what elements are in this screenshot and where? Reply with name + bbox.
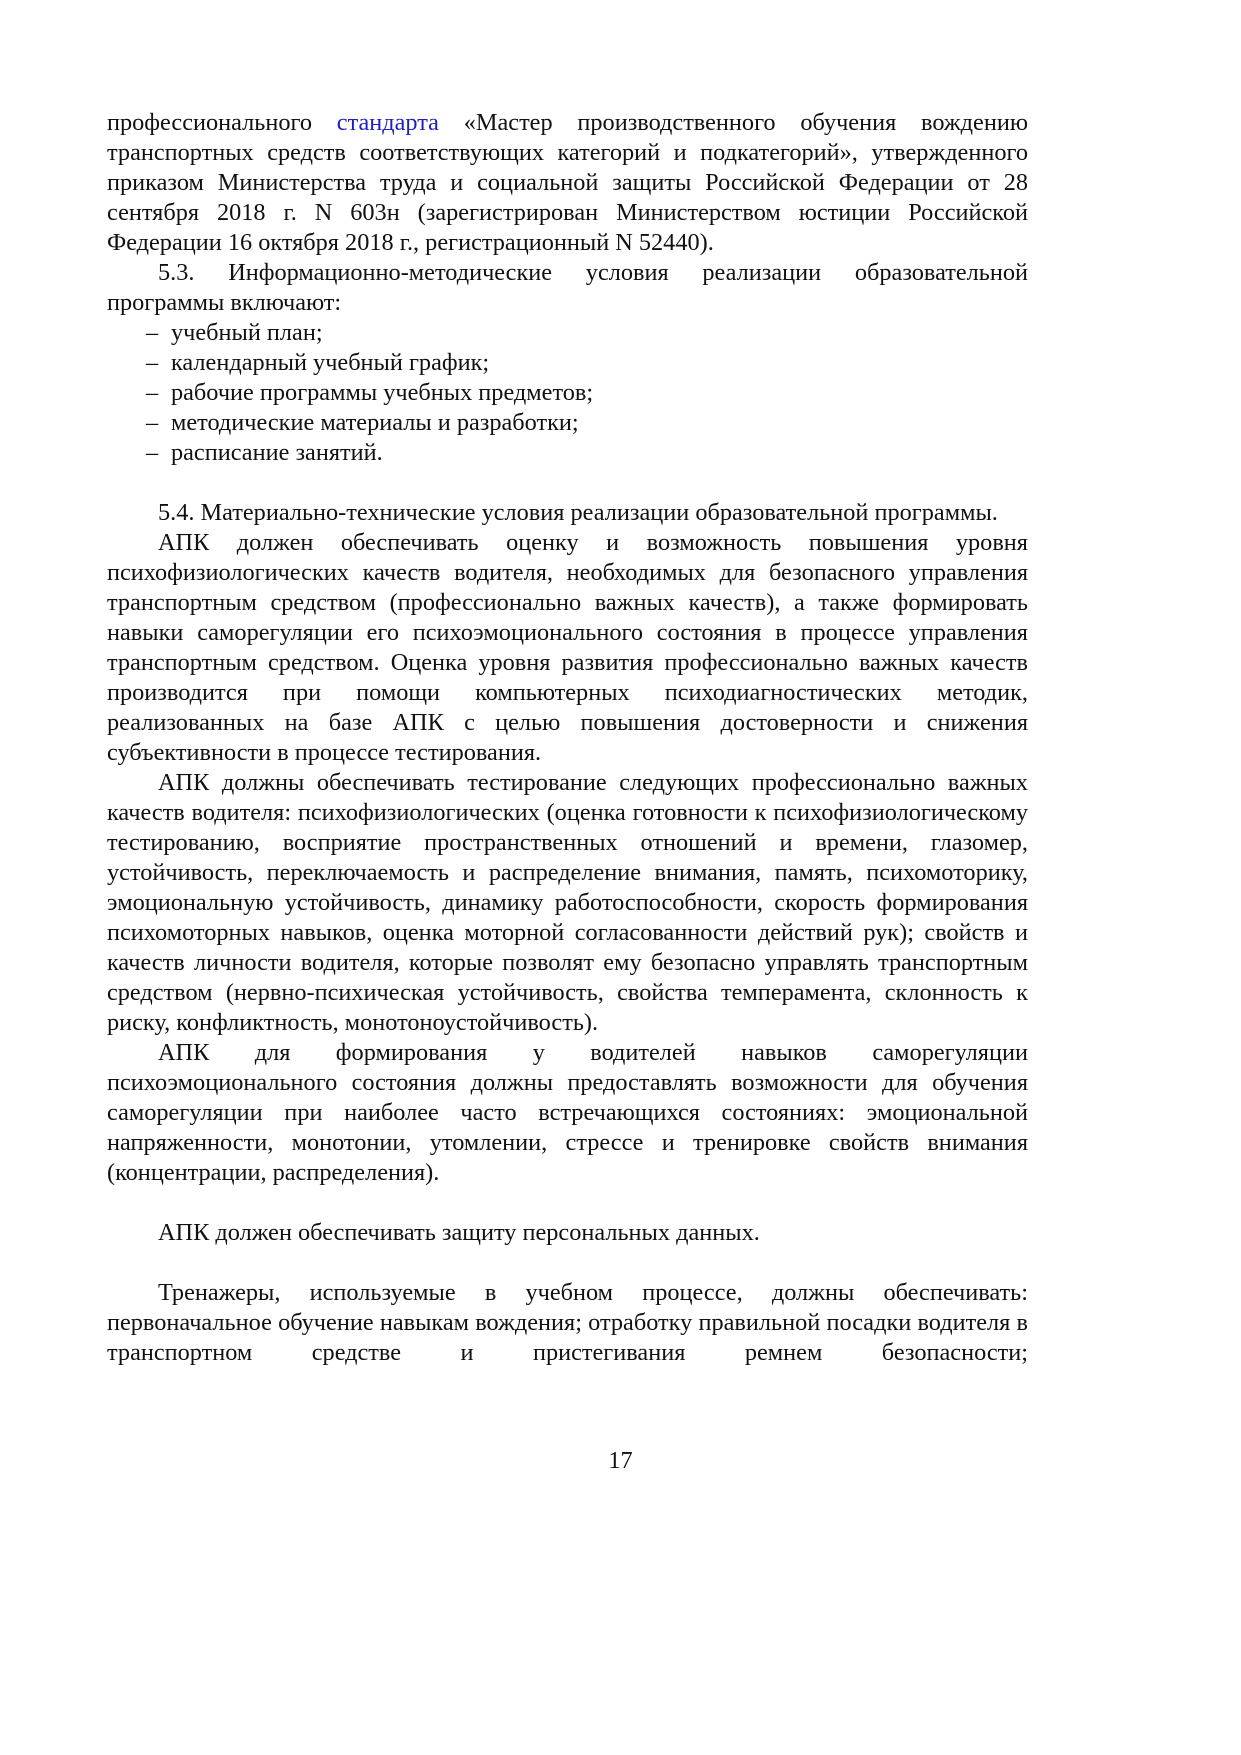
dash-bullet: – xyxy=(146,319,159,346)
section-5-4-heading: 5.4. Материально-технические условия реализации образовательной программы. xyxy=(158,499,998,526)
list-item-text: рабочие программы учебных предметов; xyxy=(171,379,594,406)
standard-link[interactable]: стандарта xyxy=(336,109,439,136)
list-item xyxy=(107,348,1028,378)
page-number: 17 xyxy=(608,1447,633,1474)
list-item xyxy=(107,318,1028,348)
list-item xyxy=(107,438,1028,468)
paragraph-apk-self-regulation: АПК для формирования у водителей навыков саморегуляции психоэмоционального состояния должны предоставлять возможности для обучения саморегуляции при наиболее часто встречающихся состояниях: эмоциональной напряженности, монотонии, утомлении, стрессе и тренировке свойств внимания (концентрации, распределения). xyxy=(107,1039,1028,1186)
paragraph-text: профессионального xyxy=(107,109,337,136)
list-item xyxy=(107,378,1028,408)
dash-bullet: – xyxy=(146,439,159,466)
dash-bullet: – xyxy=(146,409,159,436)
spacer xyxy=(107,1248,1028,1278)
paragraph-standard-reference xyxy=(107,108,1028,258)
paragraph-text: «Мастер производственного обучения вождению транспортных средств соответствующих категорий и подкатегорий», утвержденного приказом Министерства труда и социальной защиты Российской Федерации от 28 сентября 2018 г. N 603н (зарегистрирован Министерством юстиции Российской Федерации 16 октября 2018 г., регистрационный N 52440). xyxy=(107,109,1028,256)
list-item-text: расписание занятий. xyxy=(171,439,383,466)
paragraph-apk-testing: АПК должны обеспечивать тестирование следующих профессионально важных качеств водителя: психофизиологических (оценка готовности к психофизиологическому тестированию, восприятие пространственных отношений и времени, глазомер, устойчивость, переключаемость и распределение внимания, память, психомоторику, эмоциональную устойчивость, динамику работоспособности, скорость формирования психомоторных навыков, оценка моторной согласованности действий рук); свойств и качеств личности водителя, которые позволят ему безопасно управлять транспортным средством (нервно-психическая устойчивость, свойства темперамента, склонность к риску, конфликтность, монотоноустойчивость). xyxy=(107,769,1028,1036)
spacer xyxy=(107,1188,1028,1218)
spacer xyxy=(107,468,1028,498)
document-page xyxy=(107,108,1028,1368)
dash-bullet: – xyxy=(146,349,159,376)
paragraph-simulators: Тренажеры, используемые в учебном процессе, должны обеспечивать: первоначальное обучение навыкам вождения; отработку правильной посадки водителя в транспортном средстве и пристегивания ремнем безопасности; xyxy=(107,1279,1028,1366)
info-methodical-list xyxy=(107,318,1028,468)
list-item xyxy=(107,408,1028,438)
list-item-text: учебный план; xyxy=(171,319,323,346)
dash-bullet: – xyxy=(146,379,159,406)
section-5-3-heading: 5.3. Информационно-методические условия реализации образовательной программы включают: xyxy=(107,259,1028,316)
paragraph-apk-assessment: АПК должен обеспечивать оценку и возможность повышения уровня психофизиологических качеств водителя, необходимых для безопасного управления транспортным средством (профессионально важных качеств), а также формировать навыки саморегуляции его психоэмоционального состояния в процессе управления транспортным средством. Оценка уровня развития профессионально важных качеств производится при помощи компьютерных психодиагностических методик, реализованных на базе АПК с целью повышения достоверности и снижения субъективности в процессе тестирования. xyxy=(107,529,1028,766)
list-item-text: методические материалы и разработки; xyxy=(171,409,579,436)
list-item-text: календарный учебный график; xyxy=(171,349,490,376)
paragraph-apk-data-protection: АПК должен обеспечивать защиту персональных данных. xyxy=(158,1219,760,1246)
